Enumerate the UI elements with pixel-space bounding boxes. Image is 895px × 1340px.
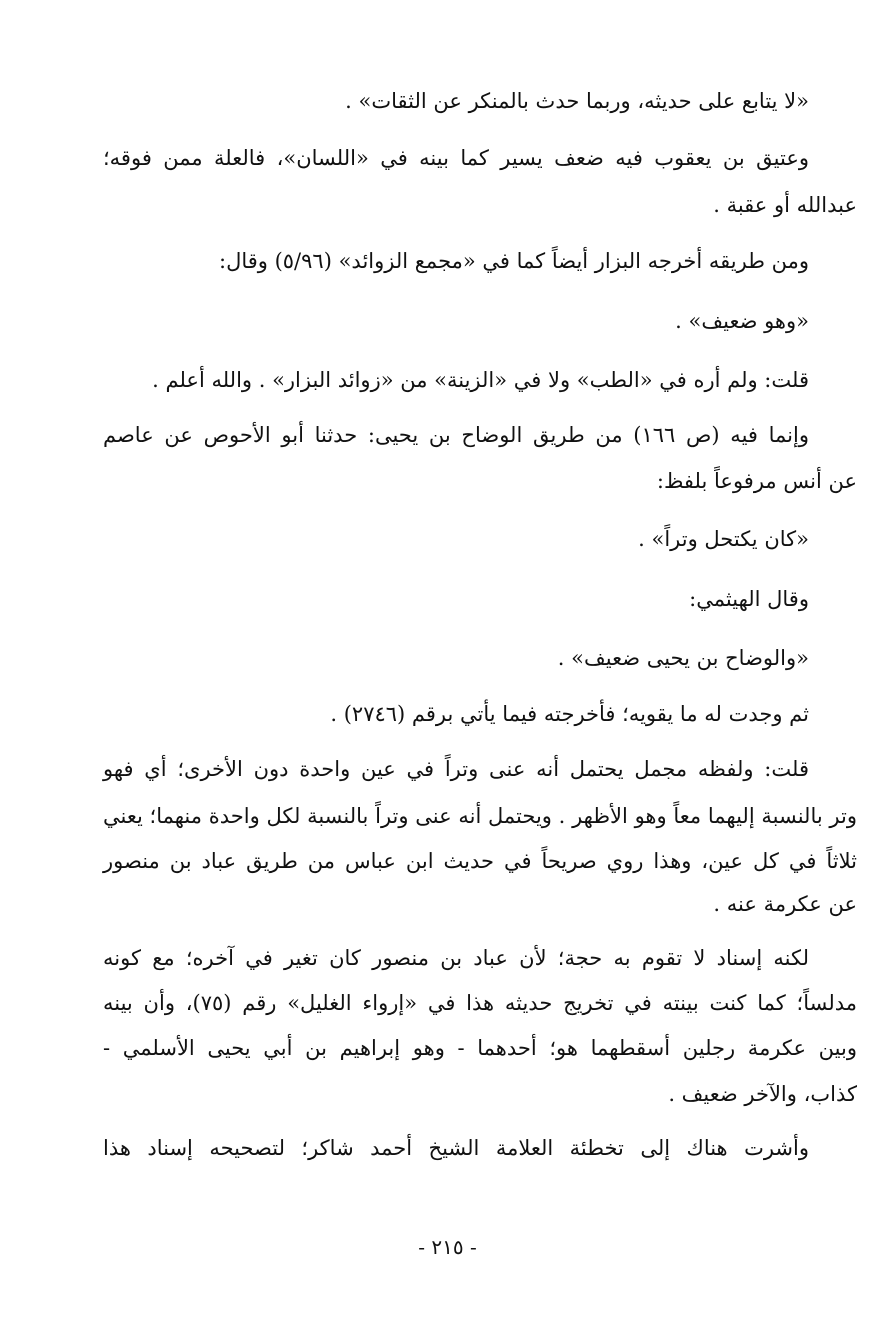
text-line: وأشرت هناك إلى تخطئة العلامة الشيخ أحمد شاكر؛ لتصحيحه إسناد هذا [103, 1136, 809, 1160]
text-line: مدلساً؛ كما كنت بينته في تخريج حديثه هذا في «إرواء الغليل» رقم (٧٥)، وأن بينه [103, 991, 858, 1015]
text-line: ثلاثاً في كل عين، وهذا روي صريحاً في حديث ابن عباس من طريق عباد بن منصور [103, 849, 857, 873]
text-line: ومن طريقه أخرجه البزار أيضاً كما في «مجمع الزوائد» (٥/٩٦) وقال: [219, 249, 809, 273]
text-line: وإنما فيه (ص ١٦٦) من طريق الوضاح بن يحيى: حدثنا أبو الأحوص عن عاصم [103, 423, 809, 447]
text-line: وعتيق بن يعقوب فيه ضعف يسير كما بينه في «اللسان»، فالعلة ممن فوقه؛ [103, 146, 809, 170]
text-line: عن أنس مرفوعاً بلفظ: [656, 469, 857, 493]
text-line: قلت: ولفظه مجمل يحتمل أنه عنى وتراً في عين واحدة دون الأخرى؛ أي فهو [103, 757, 809, 781]
text-line: وتر بالنسبة إليهما معاً وهو الأظهر . ويحتمل أنه عنى وتراً بالنسبة لكل واحدة منهما؛ يعني [103, 804, 857, 828]
text-line: «كان يكتحل وتراً» . [638, 527, 809, 551]
text-line: كذاب، والآخر ضعيف . [668, 1082, 857, 1106]
text-line: وبين عكرمة رجلين أسقطهما هو؛ أحدهما - وهو إبراهيم بن أبي يحيى الأسلمي - [103, 1036, 857, 1060]
text-line: قلت: ولم أره في «الطب» ولا في «الزينة» من «زوائد البزار» . والله أعلم . [152, 368, 809, 392]
text-line: لكنه إسناد لا تقوم به حجة؛ لأن عباد بن منصور كان تغير في آخره؛ مع كونه [103, 946, 809, 970]
text-line: «والوضاح بن يحيى ضعيف» . [557, 646, 809, 670]
text-line: «لا يتابع على حديثه، وربما حدث بالمنكر عن الثقات» . [345, 89, 809, 113]
text-line: ثم وجدت له ما يقويه؛ فأخرجته فيما يأتي برقم (٢٧٤٦) . [330, 702, 809, 726]
text-line: عبدالله أو عقبة . [713, 193, 857, 217]
text-line: وقال الهيثمي: [689, 587, 809, 611]
text-line: عن عكرمة عنه . [713, 892, 857, 916]
text-line: «وهو ضعيف» . [675, 309, 809, 333]
page-number: - ٢١٥ - [418, 1235, 477, 1259]
